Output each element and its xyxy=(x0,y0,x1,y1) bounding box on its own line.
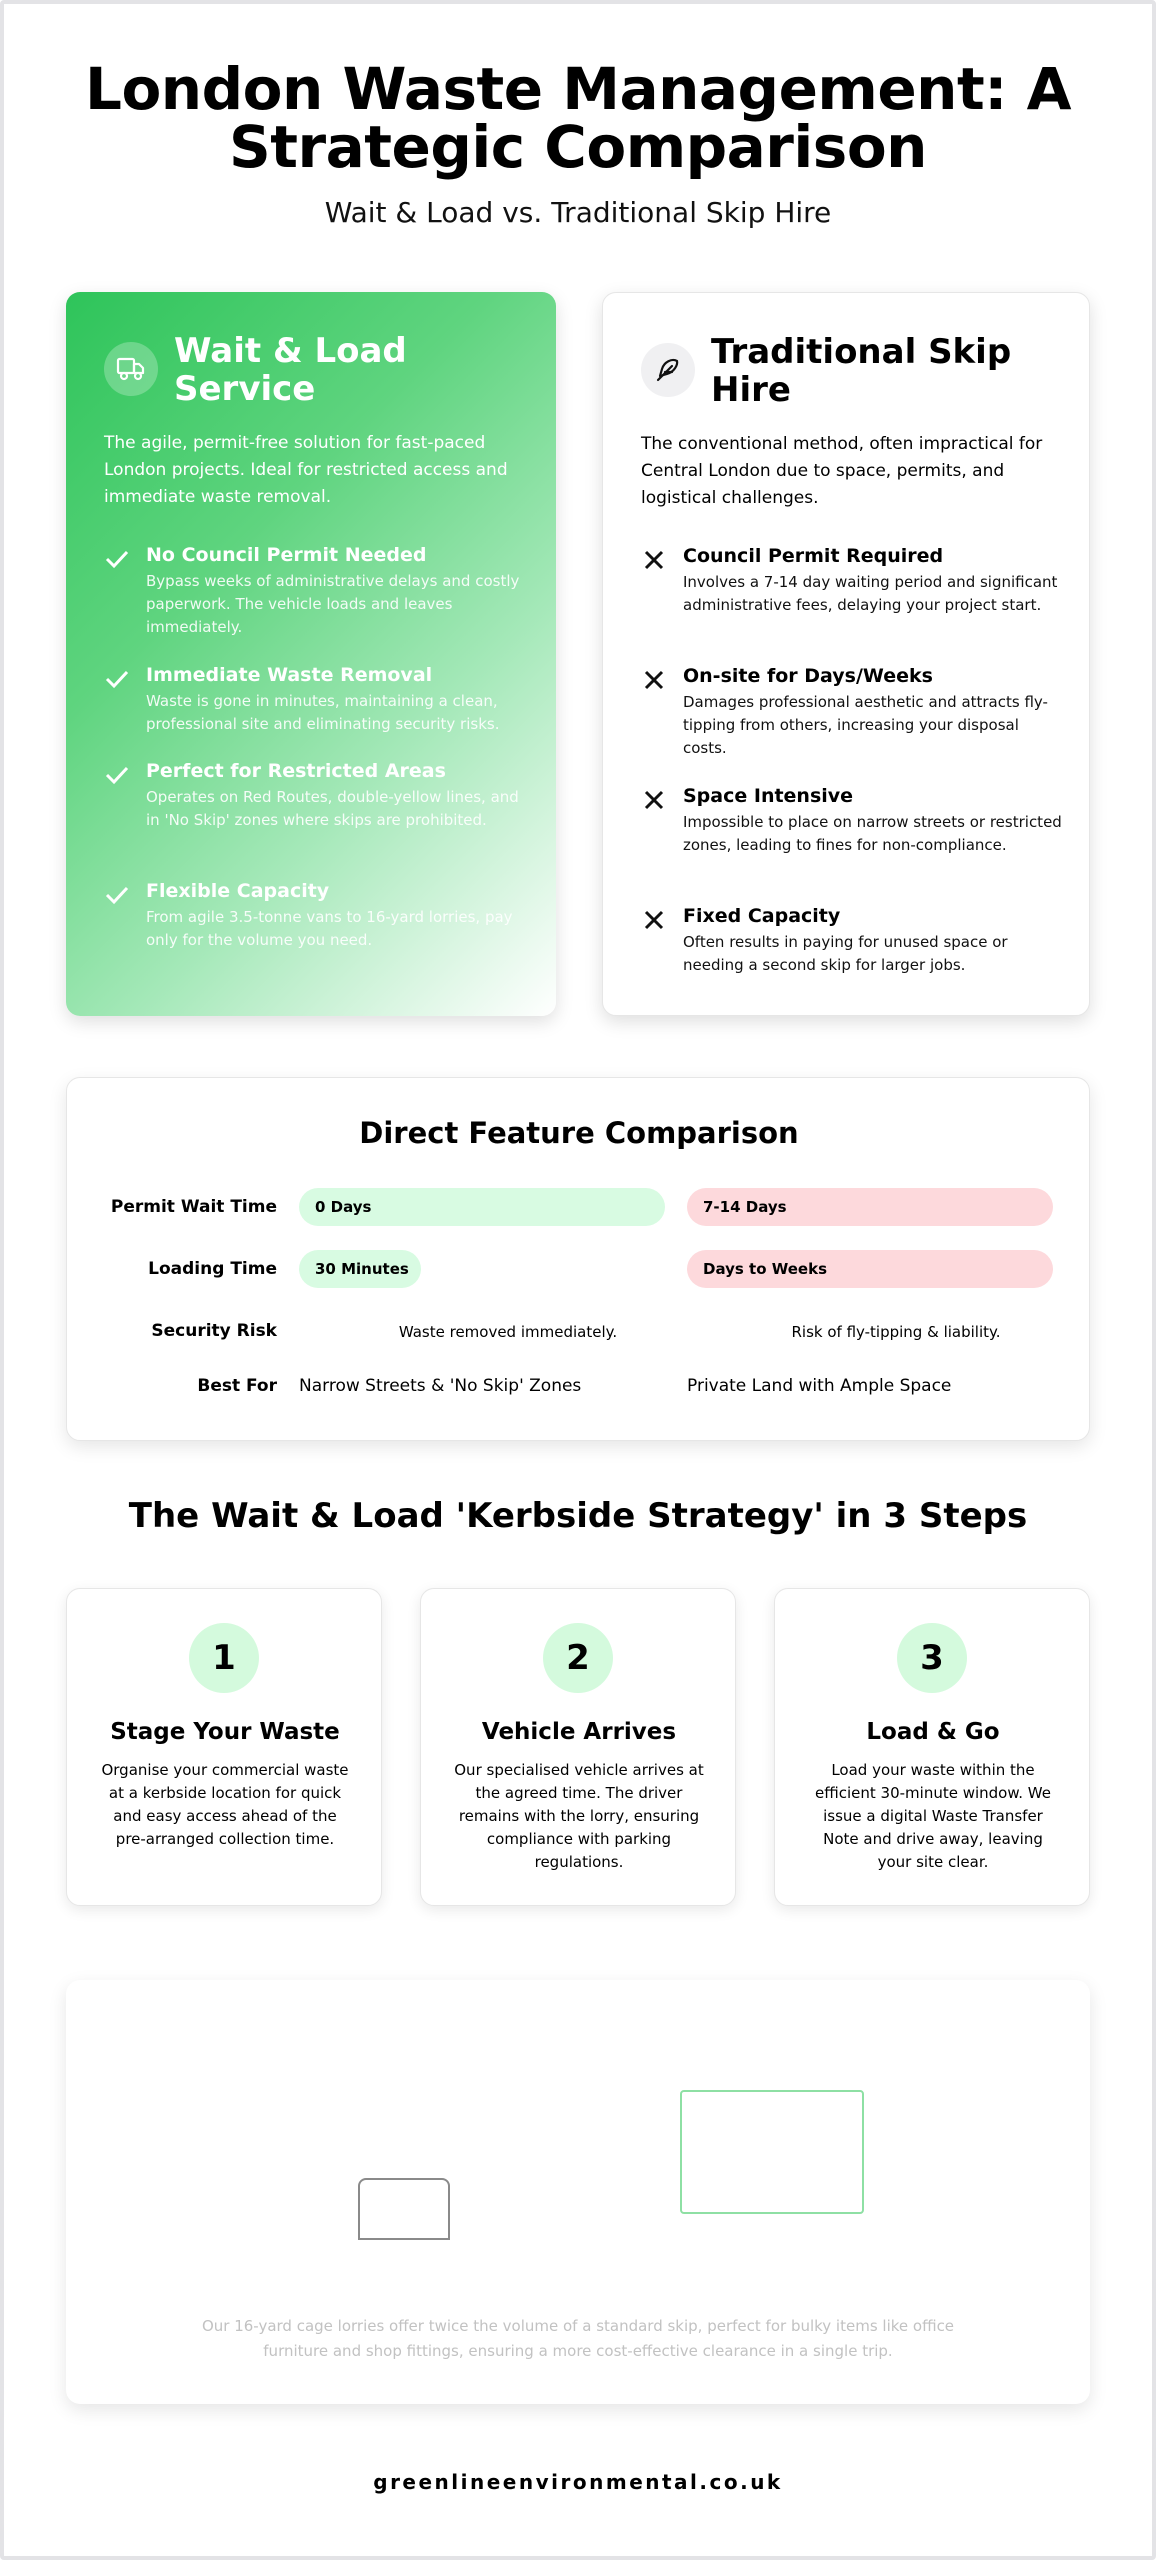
step-title: Stage Your Waste xyxy=(110,1719,340,1745)
row-label: Loading Time xyxy=(148,1259,277,1279)
feature-description: Operates on Red Routes, double-yellow lines, and in 'No Skip' zones where skips are prohibited. xyxy=(146,788,519,829)
check-icon xyxy=(104,546,130,572)
wait-load-description: The agile, permit-free solution for fast-paced London projects. Ideal for restricted access and immediate waste removal. xyxy=(104,433,508,507)
step-title: Load & Go xyxy=(866,1719,1000,1745)
feature-description: Involves a 7-14 day waiting period and significant administrative fees, delaying your project start. xyxy=(683,573,1058,614)
cross-icon xyxy=(641,787,667,813)
cross-icon xyxy=(641,667,667,693)
wait-load-title: Wait & Load Service xyxy=(174,331,407,409)
check-icon xyxy=(104,762,130,788)
cross-icon xyxy=(641,547,667,573)
skip-value: Days to Weeks xyxy=(687,1250,1053,1288)
step-title: Vehicle Arrives xyxy=(481,1719,677,1745)
steps-title: The Wait & Load 'Kerbside Strategy' in 3 Steps xyxy=(128,1496,1028,1536)
feature-description: Damages professional aesthetic and attracts fly-tipping from others, increasing your disposal costs. xyxy=(683,693,1048,757)
volume-panel xyxy=(66,1980,1090,2404)
feature-description: Often results in paying for unused space or needing a second skip for larger jobs. xyxy=(683,933,1008,974)
skip-value: 7-14 Days xyxy=(687,1188,1053,1226)
footer-domain: greenlineenvironmental.co.uk xyxy=(373,2470,783,2494)
step-number: 3 xyxy=(897,1623,967,1693)
feature-description: Bypass weeks of administrative delays and costly paperwork. The vehicle loads and leaves immediately. xyxy=(146,572,520,636)
step-card xyxy=(66,1588,382,1906)
feature-title: On-site for Days/Weeks xyxy=(683,665,933,687)
step-card xyxy=(774,1588,1090,1906)
wait-load-card xyxy=(66,292,556,1016)
step-number: 1 xyxy=(189,1623,259,1693)
skip-value: Risk of fly-tipping & liability. xyxy=(791,1323,1001,1341)
skip-value: Private Land with Ample Space xyxy=(687,1376,952,1396)
skip-hire-card xyxy=(602,292,1090,1016)
wait-load-value: 30 Minutes xyxy=(299,1250,421,1288)
row-label: Permit Wait Time xyxy=(110,1197,277,1217)
feature-description: From agile 3.5-tonne vans to 16-yard lorries, pay only for the volume you need. xyxy=(146,908,513,949)
skip-volume-shape xyxy=(358,2178,450,2240)
feature-title: Council Permit Required xyxy=(683,545,944,567)
step-description: Load your waste within the efficient 30-minute window. We issue a digital Waste Transfer Note and drive away, leaving your site clear. xyxy=(815,1761,1051,1871)
wait-load-value: Waste removed immediately. xyxy=(398,1323,618,1341)
step-description: Our specialised vehicle arrives at the agreed time. The driver remains with the lorry, ensuring compliance with parking regulations. xyxy=(454,1761,704,1871)
skip-hire-description: The conventional method, often impractical for Central London due to space, permits, and logistical challenges. xyxy=(641,434,1043,508)
comparison-title: Direct Feature Comparison xyxy=(359,1116,799,1150)
cross-icon xyxy=(641,907,667,933)
feature-title: No Council Permit Needed xyxy=(146,544,427,566)
skip-hire-title: Traditional Skip Hire xyxy=(711,332,1012,410)
row-label: Security Risk xyxy=(151,1321,277,1341)
feature-title: Perfect for Restricted Areas xyxy=(146,760,446,782)
feature-title: Immediate Waste Removal xyxy=(146,664,433,686)
wait-load-value: 0 Days xyxy=(299,1188,665,1226)
step-description: Organise your commercial waste at a kerbside location for quick and easy access ahead of the pre-arranged collection time. xyxy=(101,1761,349,1848)
check-icon xyxy=(104,882,130,908)
comparison-panel xyxy=(66,1077,1090,1441)
page-subtitle: Wait & Load vs. Traditional Skip Hire xyxy=(324,196,832,229)
volume-caption: Our 16-yard cage lorries offer twice the volume of a standard skip, perfect for bulky items like office furniture and shop fittings, ensuring a more cost-effective clearance in a single trip. xyxy=(201,2317,955,2360)
page-title: London Waste Management: A Strategic Comparison xyxy=(85,55,1071,181)
feature-title: Flexible Capacity xyxy=(146,880,330,902)
feature-description: Impossible to place on narrow streets or restricted zones, leading to fines for non-compliance. xyxy=(683,813,1062,854)
step-card xyxy=(420,1588,736,1906)
step-number: 2 xyxy=(543,1623,613,1693)
row-label: Best For xyxy=(197,1376,277,1396)
wait-load-value: Narrow Streets & 'No Skip' Zones xyxy=(299,1376,582,1396)
check-icon xyxy=(104,666,130,692)
feature-description: Waste is gone in minutes, maintaining a clean, professional site and eliminating security risks. xyxy=(146,692,500,733)
feather-icon xyxy=(641,343,695,397)
feature-title: Space Intensive xyxy=(683,785,854,807)
truck-icon xyxy=(104,342,158,396)
feature-title: Fixed Capacity xyxy=(683,905,841,927)
cage-lorry-volume-shape xyxy=(680,2090,864,2214)
